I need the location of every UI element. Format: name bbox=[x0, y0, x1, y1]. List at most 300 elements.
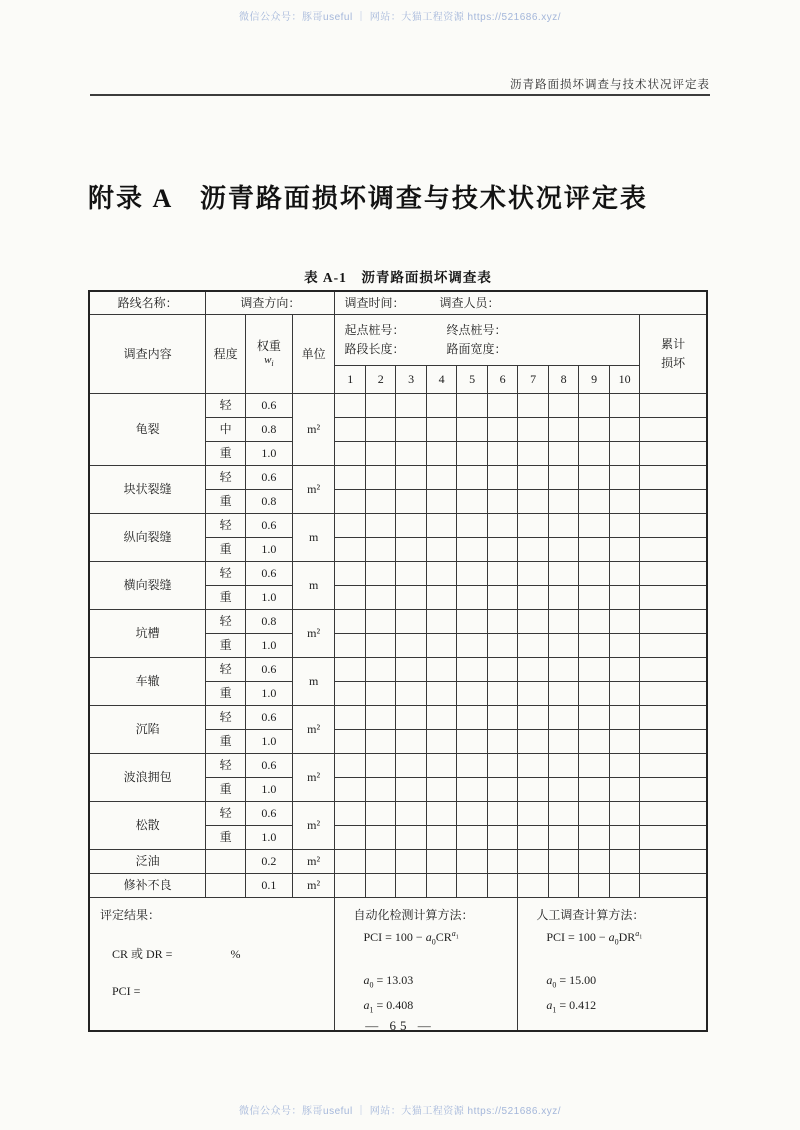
survey-data-cell bbox=[579, 490, 609, 514]
survey-data-cell bbox=[396, 562, 426, 586]
section-number-cell: 6 bbox=[487, 366, 517, 394]
survey-time-label: 调查时间： bbox=[344, 295, 405, 310]
survey-data-cell bbox=[396, 874, 426, 898]
survey-data-cell bbox=[457, 754, 487, 778]
cumulative-data-cell bbox=[640, 730, 707, 754]
survey-data-cell bbox=[579, 754, 609, 778]
cumulative-data-cell bbox=[640, 514, 707, 538]
distress-row bbox=[89, 394, 707, 418]
survey-data-cell bbox=[579, 874, 609, 898]
survey-data-cell bbox=[487, 826, 517, 850]
survey-data-cell bbox=[518, 658, 548, 682]
survey-data-cell bbox=[335, 538, 365, 562]
survey-data-cell bbox=[548, 586, 578, 610]
survey-data-cell bbox=[457, 778, 487, 802]
survey-data-cell bbox=[609, 634, 639, 658]
direction-cell: 调查方向： bbox=[206, 291, 335, 315]
degree-header-cell: 程度 bbox=[206, 315, 246, 394]
survey-data-cell bbox=[396, 754, 426, 778]
survey-data-cell bbox=[365, 754, 395, 778]
degree-cell: 轻 bbox=[206, 610, 246, 634]
watermark-bottom: 微信公众号：豚哥useful ｜ 网站：大猫工程资源 https://521686.xyz/ bbox=[239, 1106, 561, 1117]
cumulative-data-cell bbox=[640, 874, 707, 898]
survey-data-cell bbox=[518, 610, 548, 634]
degree-cell: 重 bbox=[206, 682, 246, 706]
survey-data-cell bbox=[487, 778, 517, 802]
cumulative-data-cell bbox=[640, 706, 707, 730]
survey-data-cell bbox=[609, 850, 639, 874]
survey-data-cell bbox=[365, 562, 395, 586]
survey-data-cell bbox=[579, 610, 609, 634]
survey-data-cell bbox=[335, 610, 365, 634]
survey-data-cell bbox=[548, 754, 578, 778]
weight-cell: 0.6 bbox=[246, 706, 293, 730]
survey-data-cell bbox=[426, 874, 456, 898]
survey-data-cell bbox=[579, 778, 609, 802]
survey-data-cell bbox=[518, 706, 548, 730]
cumulative-data-cell bbox=[640, 466, 707, 490]
survey-data-cell bbox=[518, 682, 548, 706]
degree-cell: 重 bbox=[206, 490, 246, 514]
distress-row bbox=[89, 610, 707, 634]
survey-data-cell bbox=[548, 682, 578, 706]
weight-cell: 0.2 bbox=[246, 850, 293, 874]
degree-cell: 重 bbox=[206, 826, 246, 850]
survey-data-cell bbox=[457, 706, 487, 730]
running-header-title: 沥青路面损坏调查与技术状况评定表 bbox=[510, 79, 710, 91]
survey-data-cell bbox=[518, 538, 548, 562]
weight-cell: 1.0 bbox=[246, 538, 293, 562]
cumulative-data-cell bbox=[640, 634, 707, 658]
survey-data-cell bbox=[335, 490, 365, 514]
degree-cell: 轻 bbox=[206, 658, 246, 682]
watermark-top: 微信公众号：豚哥useful ｜ 网站：大猫工程资源 https://521686.xyz/ bbox=[239, 12, 561, 23]
stake-info-cell bbox=[335, 315, 640, 366]
end-stake-label: 终点桩号： bbox=[446, 323, 507, 337]
degree-cell: 轻 bbox=[206, 466, 246, 490]
survey-data-cell bbox=[609, 610, 639, 634]
weight-cell: 1.0 bbox=[246, 682, 293, 706]
auto-method-title: 自动化检测计算方法： bbox=[353, 908, 474, 922]
distress-row bbox=[89, 850, 707, 874]
page-number: — 65 — bbox=[365, 1018, 435, 1033]
result-cell bbox=[89, 898, 335, 1032]
survey-data-cell bbox=[335, 730, 365, 754]
weight-header-cell bbox=[246, 315, 293, 394]
survey-data-cell bbox=[579, 826, 609, 850]
survey-data-cell bbox=[487, 490, 517, 514]
distress-name-cell: 龟裂 bbox=[89, 394, 206, 466]
cumulative-data-cell bbox=[640, 442, 707, 466]
survey-data-cell bbox=[457, 730, 487, 754]
survey-data-cell bbox=[487, 706, 517, 730]
survey-data-cell bbox=[457, 658, 487, 682]
survey-data-cell bbox=[487, 850, 517, 874]
survey-data-cell bbox=[365, 466, 395, 490]
unit-cell: m bbox=[292, 562, 335, 610]
survey-data-cell bbox=[579, 730, 609, 754]
weight-cell: 1.0 bbox=[246, 442, 293, 466]
cumulative-data-cell bbox=[640, 754, 707, 778]
survey-data-cell bbox=[487, 730, 517, 754]
survey-data-cell bbox=[365, 442, 395, 466]
weight-cell: 0.8 bbox=[246, 610, 293, 634]
survey-data-cell bbox=[335, 826, 365, 850]
survey-data-cell bbox=[426, 658, 456, 682]
distress-name-cell: 修补不良 bbox=[89, 874, 206, 898]
survey-data-cell bbox=[609, 874, 639, 898]
survey-data-cell bbox=[518, 418, 548, 442]
cumulative-label: 累计损坏 bbox=[661, 336, 686, 370]
survey-data-cell bbox=[426, 802, 456, 826]
cr-dr-label: CR 或 DR = bbox=[112, 947, 173, 961]
survey-data-cell bbox=[579, 706, 609, 730]
distress-name-cell: 坑槽 bbox=[89, 610, 206, 658]
cumulative-header-cell bbox=[640, 315, 707, 394]
survey-data-cell bbox=[426, 706, 456, 730]
survey-data-cell bbox=[426, 850, 456, 874]
survey-data-cell bbox=[548, 802, 578, 826]
survey-data-cell bbox=[487, 562, 517, 586]
distress-row bbox=[89, 754, 707, 778]
survey-data-cell bbox=[396, 394, 426, 418]
distress-row bbox=[89, 562, 707, 586]
survey-data-cell bbox=[426, 466, 456, 490]
cumulative-data-cell bbox=[640, 418, 707, 442]
survey-data-cell bbox=[518, 754, 548, 778]
survey-data-cell bbox=[609, 562, 639, 586]
survey-data-cell bbox=[518, 394, 548, 418]
survey-data-cell bbox=[457, 466, 487, 490]
cumulative-data-cell bbox=[640, 610, 707, 634]
weight-cell: 0.6 bbox=[246, 562, 293, 586]
survey-data-cell bbox=[487, 418, 517, 442]
footer-row bbox=[89, 898, 707, 1032]
survey-data-cell bbox=[396, 634, 426, 658]
survey-data-cell bbox=[548, 706, 578, 730]
survey-data-cell bbox=[579, 418, 609, 442]
cumulative-data-cell bbox=[640, 778, 707, 802]
cumulative-data-cell bbox=[640, 586, 707, 610]
distress-name-cell: 沉陷 bbox=[89, 706, 206, 754]
header-rule bbox=[90, 94, 710, 96]
weight-cell: 0.6 bbox=[246, 466, 293, 490]
distress-row bbox=[89, 514, 707, 538]
survey-data-cell bbox=[396, 610, 426, 634]
cumulative-data-cell bbox=[640, 538, 707, 562]
pci-label: PCI = bbox=[112, 984, 141, 998]
survey-data-cell bbox=[426, 490, 456, 514]
survey-data-cell bbox=[548, 850, 578, 874]
distress-name-cell: 横向裂缝 bbox=[89, 562, 206, 610]
unit-cell: m bbox=[292, 514, 335, 562]
auto-coef-a0: $a_0 = 13.03$ bbox=[363, 973, 414, 990]
survey-data-cell bbox=[579, 538, 609, 562]
weight-symbol: $w_i$ bbox=[264, 353, 274, 369]
survey-data-cell bbox=[579, 442, 609, 466]
survey-data-cell bbox=[365, 802, 395, 826]
road-width-label: 路面宽度： bbox=[446, 342, 507, 356]
auto-method-formula: PCI = $100 - a_0CR^{a_1}$ bbox=[363, 929, 459, 947]
survey-data-cell bbox=[579, 634, 609, 658]
survey-data-cell bbox=[457, 394, 487, 418]
cumulative-data-cell bbox=[640, 394, 707, 418]
survey-data-cell bbox=[487, 658, 517, 682]
section-number-cell: 8 bbox=[548, 366, 578, 394]
survey-data-cell bbox=[548, 826, 578, 850]
survey-data-cell bbox=[365, 634, 395, 658]
survey-data-cell bbox=[426, 778, 456, 802]
survey-data-cell bbox=[426, 514, 456, 538]
survey-data-cell bbox=[396, 538, 426, 562]
survey-data-cell bbox=[457, 442, 487, 466]
survey-data-cell bbox=[365, 586, 395, 610]
survey-data-cell bbox=[396, 658, 426, 682]
survey-data-cell bbox=[518, 562, 548, 586]
road-name-cell: 路线名称： bbox=[89, 291, 206, 315]
distress-name-cell: 松散 bbox=[89, 802, 206, 850]
survey-data-cell bbox=[548, 658, 578, 682]
weight-label: 权重 bbox=[256, 338, 281, 353]
survey-data-cell bbox=[518, 490, 548, 514]
survey-data-cell bbox=[548, 874, 578, 898]
survey-data-cell bbox=[365, 706, 395, 730]
manual-coef-a0: $a_0 = 15.00$ bbox=[546, 973, 597, 990]
survey-data-cell bbox=[579, 562, 609, 586]
survey-data-cell bbox=[457, 634, 487, 658]
survey-data-cell bbox=[426, 394, 456, 418]
survey-data-cell bbox=[609, 442, 639, 466]
info-row bbox=[89, 291, 707, 315]
weight-cell: 0.6 bbox=[246, 658, 293, 682]
survey-data-cell bbox=[609, 754, 639, 778]
result-label: 评定结果： bbox=[100, 908, 161, 922]
survey-data-cell bbox=[335, 754, 365, 778]
section-number-cell: 1 bbox=[335, 366, 365, 394]
survey-data-cell bbox=[396, 682, 426, 706]
survey-data-cell bbox=[335, 634, 365, 658]
cumulative-data-cell bbox=[640, 802, 707, 826]
weight-cell: 0.6 bbox=[246, 394, 293, 418]
survey-data-cell bbox=[396, 418, 426, 442]
degree-cell: 轻 bbox=[206, 394, 246, 418]
survey-data-cell bbox=[548, 634, 578, 658]
survey-data-cell bbox=[365, 514, 395, 538]
survey-data-cell bbox=[487, 514, 517, 538]
survey-data-cell bbox=[548, 610, 578, 634]
survey-data-cell bbox=[335, 466, 365, 490]
section-number-cell: 10 bbox=[609, 366, 639, 394]
degree-cell: 重 bbox=[206, 442, 246, 466]
section-number-cell: 3 bbox=[396, 366, 426, 394]
unit-header-cell: 单位 bbox=[292, 315, 335, 394]
survey-data-cell bbox=[335, 706, 365, 730]
degree-cell: 轻 bbox=[206, 562, 246, 586]
table-caption: 表 A-1 沥青路面损坏调查表 bbox=[304, 270, 492, 285]
weight-cell: 0.1 bbox=[246, 874, 293, 898]
survey-data-cell bbox=[426, 562, 456, 586]
degree-cell: 中 bbox=[206, 418, 246, 442]
survey-data-cell bbox=[457, 682, 487, 706]
survey-data-cell bbox=[518, 586, 548, 610]
survey-data-cell bbox=[518, 874, 548, 898]
manual-coef-a1: $a_1 = 0.412$ bbox=[546, 997, 597, 1015]
distress-row bbox=[89, 706, 707, 730]
survey-data-cell bbox=[426, 754, 456, 778]
survey-data-cell bbox=[487, 634, 517, 658]
survey-data-cell bbox=[365, 850, 395, 874]
survey-data-cell bbox=[548, 418, 578, 442]
doc-title: 附录 A 沥青路面损坏调查与技术状况评定表 bbox=[88, 184, 648, 213]
survey-data-cell bbox=[426, 826, 456, 850]
survey-data-cell bbox=[457, 610, 487, 634]
unit-cell: m² bbox=[292, 874, 335, 898]
survey-data-cell bbox=[518, 442, 548, 466]
degree-cell: 轻 bbox=[206, 754, 246, 778]
survey-data-cell bbox=[548, 562, 578, 586]
unit-cell: m² bbox=[292, 754, 335, 802]
survey-data-cell bbox=[365, 490, 395, 514]
distress-row bbox=[89, 874, 707, 898]
survey-data-cell bbox=[609, 514, 639, 538]
unit-cell: m² bbox=[292, 706, 335, 754]
survey-data-cell bbox=[609, 658, 639, 682]
cumulative-data-cell bbox=[640, 850, 707, 874]
survey-data-cell bbox=[518, 778, 548, 802]
survey-data-cell bbox=[335, 658, 365, 682]
survey-data-cell bbox=[579, 514, 609, 538]
unit-cell: m² bbox=[292, 850, 335, 874]
section-number-cell: 4 bbox=[426, 366, 456, 394]
cumulative-data-cell bbox=[640, 562, 707, 586]
survey-data-cell bbox=[335, 682, 365, 706]
survey-data-cell bbox=[396, 850, 426, 874]
cumulative-data-cell bbox=[640, 658, 707, 682]
survey-data-cell bbox=[579, 682, 609, 706]
degree-cell: 重 bbox=[206, 778, 246, 802]
survey-table bbox=[88, 290, 708, 1032]
weight-cell: 1.0 bbox=[246, 586, 293, 610]
survey-data-cell bbox=[365, 778, 395, 802]
degree-cell: 重 bbox=[206, 538, 246, 562]
survey-data-cell bbox=[518, 826, 548, 850]
survey-data-cell bbox=[426, 418, 456, 442]
survey-data-cell bbox=[609, 778, 639, 802]
survey-data-cell bbox=[396, 706, 426, 730]
survey-data-cell bbox=[548, 778, 578, 802]
survey-data-cell bbox=[609, 418, 639, 442]
manual-method-cell bbox=[518, 898, 707, 1032]
survey-data-cell bbox=[548, 490, 578, 514]
survey-data-cell bbox=[518, 634, 548, 658]
unit-cell: m² bbox=[292, 466, 335, 514]
survey-data-cell bbox=[457, 874, 487, 898]
degree-cell: 重 bbox=[206, 634, 246, 658]
survey-data-cell bbox=[396, 778, 426, 802]
survey-data-cell bbox=[609, 682, 639, 706]
survey-data-cell bbox=[609, 802, 639, 826]
weight-cell: 0.8 bbox=[246, 418, 293, 442]
survey-data-cell bbox=[487, 802, 517, 826]
survey-data-cell bbox=[548, 514, 578, 538]
survey-data-cell bbox=[548, 394, 578, 418]
survey-data-cell bbox=[396, 802, 426, 826]
survey-data-cell bbox=[548, 730, 578, 754]
survey-data-cell bbox=[365, 682, 395, 706]
weight-cell: 1.0 bbox=[246, 634, 293, 658]
survey-data-cell bbox=[579, 394, 609, 418]
weight-cell: 1.0 bbox=[246, 778, 293, 802]
header-row bbox=[89, 315, 707, 366]
survey-data-cell bbox=[365, 538, 395, 562]
distress-name-cell: 波浪拥包 bbox=[89, 754, 206, 802]
survey-data-cell bbox=[609, 394, 639, 418]
cumulative-data-cell bbox=[640, 826, 707, 850]
survey-data-cell bbox=[365, 610, 395, 634]
unit-cell: m² bbox=[292, 802, 335, 850]
degree-cell bbox=[206, 874, 246, 898]
distress-row bbox=[89, 802, 707, 826]
unit-cell: m bbox=[292, 658, 335, 706]
survey-data-cell bbox=[609, 490, 639, 514]
degree-cell: 轻 bbox=[206, 802, 246, 826]
survey-data-cell bbox=[457, 538, 487, 562]
survey-data-cell bbox=[335, 586, 365, 610]
auto-coef-a1: $a_1 = 0.408$ bbox=[363, 997, 414, 1015]
survey-data-cell bbox=[609, 730, 639, 754]
survey-data-cell bbox=[487, 466, 517, 490]
time-personnel-cell bbox=[335, 291, 707, 315]
percent-sign: % bbox=[230, 947, 241, 961]
survey-data-cell bbox=[335, 514, 365, 538]
survey-data-cell bbox=[518, 466, 548, 490]
survey-data-cell bbox=[365, 826, 395, 850]
survey-data-cell bbox=[365, 658, 395, 682]
distress-name-cell: 车辙 bbox=[89, 658, 206, 706]
section-number-cell: 9 bbox=[579, 366, 609, 394]
survey-data-cell bbox=[579, 586, 609, 610]
survey-data-cell bbox=[548, 466, 578, 490]
degree-cell: 重 bbox=[206, 586, 246, 610]
survey-data-cell bbox=[396, 730, 426, 754]
weight-cell: 0.8 bbox=[246, 490, 293, 514]
content-header-cell: 调查内容 bbox=[89, 315, 206, 394]
weight-cell: 0.6 bbox=[246, 514, 293, 538]
distress-name-cell: 泛油 bbox=[89, 850, 206, 874]
survey-data-cell bbox=[609, 466, 639, 490]
survey-data-cell bbox=[396, 466, 426, 490]
auto-method-cell bbox=[335, 898, 518, 1032]
unit-cell: m² bbox=[292, 610, 335, 658]
survey-data-cell bbox=[457, 850, 487, 874]
survey-data-cell bbox=[335, 802, 365, 826]
survey-data-cell bbox=[426, 586, 456, 610]
survey-data-cell bbox=[609, 826, 639, 850]
survey-data-cell bbox=[426, 538, 456, 562]
weight-cell: 0.6 bbox=[246, 754, 293, 778]
survey-data-cell bbox=[579, 658, 609, 682]
weight-cell: 0.6 bbox=[246, 802, 293, 826]
survey-data-cell bbox=[518, 850, 548, 874]
survey-data-cell bbox=[457, 418, 487, 442]
survey-data-cell bbox=[396, 442, 426, 466]
distress-name-cell: 块状裂缝 bbox=[89, 466, 206, 514]
survey-data-cell bbox=[548, 442, 578, 466]
survey-personnel-label: 调查人员： bbox=[439, 295, 500, 310]
survey-data-cell bbox=[457, 802, 487, 826]
survey-data-cell bbox=[548, 538, 578, 562]
survey-data-cell bbox=[457, 586, 487, 610]
